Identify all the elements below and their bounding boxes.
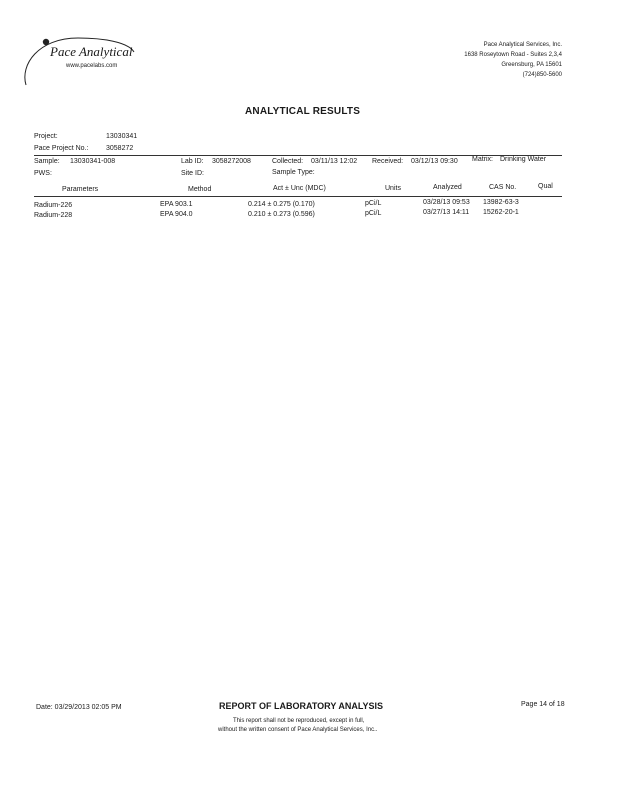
col-header-qual: Qual — [538, 183, 553, 190]
footer-note-line2: without the written consent of Pace Analytical Services, Inc.. — [218, 727, 378, 733]
row-units: pCi/L — [365, 200, 382, 207]
sample-value: 13030341-008 — [70, 158, 116, 165]
site-id-label: Site ID: — [181, 170, 204, 177]
row-analyzed: 03/27/13 14:11 — [423, 209, 470, 216]
company-address: 1638 Roseytown Road - Suites 2,3,4 — [464, 52, 562, 58]
matrix-label: Matrix: — [472, 156, 493, 163]
row-units: pCi/L — [365, 210, 382, 217]
pace-project-value: 3058272 — [106, 145, 134, 152]
page-title: ANALYTICAL RESULTS — [245, 106, 361, 117]
footer-page-number: Page 14 of 18 — [521, 701, 565, 708]
company-city-state: Greensburg, PA 15601 — [501, 62, 562, 68]
row-analyzed: 03/28/13 09:53 — [423, 199, 470, 206]
row-parameter: Radium-228 — [34, 212, 73, 219]
row-result: 0.210 ± 0.273 (0.596) — [248, 211, 315, 218]
row-method: EPA 904.0 — [160, 211, 193, 218]
collected-value: 03/11/13 12:02 — [311, 158, 358, 165]
company-name: Pace Analytical Services, Inc. — [483, 42, 562, 48]
lab-id-label: Lab ID: — [181, 158, 204, 165]
project-value: 13030341 — [106, 133, 138, 140]
row-parameter: Radium-226 — [34, 202, 73, 209]
logo-url: www.pacelabs.com — [66, 63, 118, 69]
footer-note-line1: This report shall not be reproduced, except in full, — [233, 718, 365, 724]
col-header-units: Units — [385, 185, 401, 192]
row-method: EPA 903.1 — [160, 201, 193, 208]
company-address-block — [464, 40, 562, 80]
company-logo — [18, 30, 138, 90]
lab-id-value: 3058272008 — [212, 158, 251, 165]
footer-date: Date: 03/29/2013 02:05 PM — [36, 704, 122, 711]
col-header-analyzed: Analyzed — [433, 184, 462, 191]
received-label: Received: — [372, 158, 404, 165]
sample-type-label: Sample Type: — [272, 169, 315, 176]
col-header-method: Method — [188, 186, 212, 193]
collected-label: Collected: — [272, 158, 304, 165]
pace-project-label: Pace Project No.: — [34, 145, 89, 152]
sample-label: Sample: — [34, 158, 60, 165]
logo-text: Pace Analytical — [50, 44, 133, 59]
col-header-act-unc: Act ± Unc (MDC) — [273, 185, 326, 192]
col-header-parameters: Parameters — [62, 186, 99, 193]
pws-label: PWS: — [34, 170, 52, 177]
logo-swoosh-icon — [18, 30, 138, 90]
footer-report-title: REPORT OF LABORATORY ANALYSIS — [219, 701, 384, 711]
table-header-divider — [34, 196, 562, 197]
received-value: 03/12/13 09:30 — [411, 158, 458, 165]
row-cas: 15262-20-1 — [483, 209, 519, 216]
company-phone: (724)850-5600 — [522, 72, 562, 78]
row-cas: 13982-63-3 — [483, 199, 519, 206]
row-result: 0.214 ± 0.275 (0.170) — [248, 201, 315, 208]
col-header-cas: CAS No. — [489, 184, 517, 191]
matrix-value: Drinking Water — [500, 156, 547, 163]
project-label: Project: — [34, 133, 58, 140]
